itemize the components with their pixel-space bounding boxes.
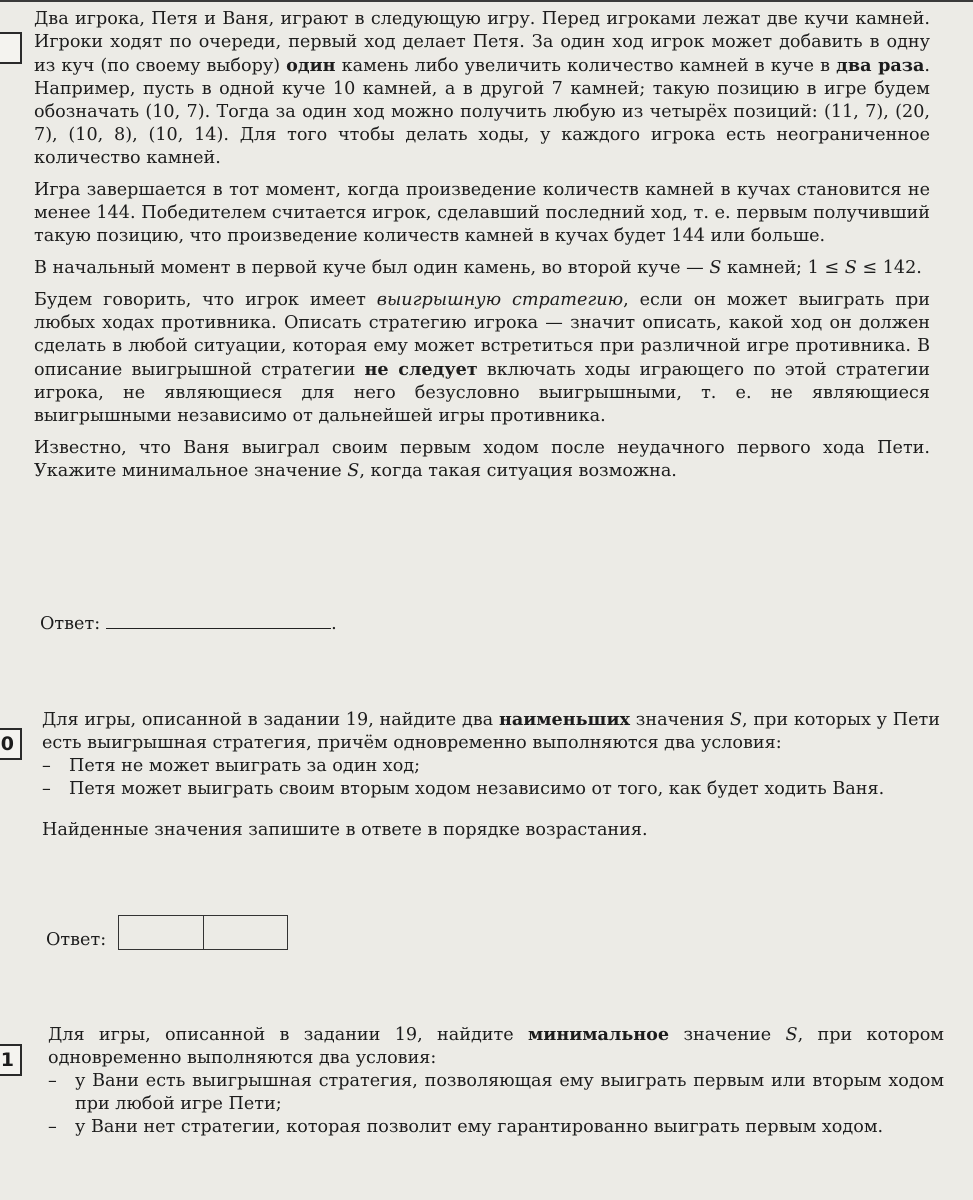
text-run: Два игрока, Петя и Ваня, играют в следующую игру. Перед игроками лежат две кучи камней. Игроки ходят по очереди, первый ход делает Петя. За один ход игрок может добавить в одну из куч (по своему выбору) — [34, 9, 930, 76]
condition-item: – у Вани нет стратегии, которая позволит ему гарантированно выиграть первым ходом. — [48, 1116, 944, 1139]
bold-text: наименьших — [498, 709, 631, 730]
answer-label: Ответ: — [40, 614, 101, 634]
bold-text: один — [286, 55, 336, 76]
task-19-body — [34, 8, 930, 483]
text-run: . Например, пусть в одной куче 10 камней, а в другой 7 камней; такую позицию в игре будем обозначать (10, 7). Тогда за один ход можно получить любую из четырёх позиций: (11, 7), (20, 7), (10, 8), (10, 14). Для того чтобы делать ходы, у каждого игрока есть неограниченное количество камней. — [34, 56, 930, 168]
text-run: камней; 1 ≤ — [721, 258, 845, 278]
condition-list — [48, 1070, 944, 1139]
task-paragraph — [34, 179, 930, 248]
task-intro — [42, 708, 940, 755]
text-run: , когда такая ситуация возможна. — [359, 461, 677, 481]
task-paragraph — [34, 8, 930, 170]
text-run: Будем говорить, что игрок имеет — [34, 290, 377, 310]
task-number-box: 1 — [0, 1044, 22, 1076]
text-run: ≤ 142. — [856, 258, 922, 278]
top-rule — [0, 0, 973, 2]
text-run: , при которых у Пети есть выигрышная стратегия, причём одновременно выполняются два условия: — [42, 710, 940, 753]
task-paragraph — [34, 437, 930, 483]
condition-item: – у Вани есть выигрышная стратегия, позволяющая ему выиграть первым или вторым ходом при любой игре Пети; — [48, 1070, 944, 1116]
answer-cell[interactable] — [119, 916, 203, 949]
task-number-box: 0 — [0, 728, 22, 760]
bold-text: не следует — [364, 359, 478, 380]
condition-item: – Петя не может выиграть за один ход; — [42, 755, 940, 778]
text-run: включать ходы играющего по этой стратегии игрока, не являющиеся для него безусловно выигрышными, т. е. не являющиеся выигрышными независимо от дальнейшей игры противника. — [34, 360, 930, 426]
answer-suffix: . — [331, 614, 337, 634]
text-run: Известно, что Ваня выиграл своим первым ходом после неудачного первого хода Пети. Укажите минимальное значение — [34, 438, 930, 481]
text-run: значение — [669, 1025, 786, 1045]
text-run: В начальный момент в первой куче был один камень, во второй куче — — [34, 258, 710, 278]
task-note: Найденные значения запишите в ответе в порядке возрастания. — [42, 820, 648, 840]
answer-row — [40, 612, 337, 636]
italic-text: S — [785, 1025, 798, 1045]
task-paragraph — [34, 257, 930, 280]
condition-item: – Петя может выиграть своим вторым ходом независимо от того, как будет ходить Ваня. — [42, 778, 940, 801]
text-run: значения — [630, 710, 730, 730]
text-run: , при котором одновременно выполняются два условия: — [48, 1025, 944, 1068]
answer-cell[interactable] — [203, 916, 287, 949]
italic-text: выигрышную стратегию — [376, 290, 624, 310]
italic-text: S — [709, 258, 722, 278]
text-run: Для игры, описанной в задании 19, найдите два — [42, 710, 499, 730]
text-run: , если он может выиграть при любых ходах противника. Описать стратегию игрока — значит описать, какой ход он должен сделать в любой ситуации, которая ему может встретиться при различной игре противника. В описание выигрышной стратегии — [34, 290, 931, 380]
italic-text: S — [844, 258, 857, 278]
italic-text: S — [347, 461, 360, 481]
task-21-body — [48, 1023, 944, 1139]
bold-text: два раза — [836, 55, 925, 76]
answer-cells — [118, 915, 288, 950]
condition-list — [42, 755, 940, 801]
text-run: Для игры, описанной в задании 19, найдите — [48, 1025, 529, 1045]
text-run: камень либо увеличить количество камней в куче в — [335, 56, 837, 76]
task-intro — [48, 1023, 944, 1070]
text-run: Игра завершается в тот момент, когда произведение количеств камней в кучах становится не менее 144. Победителем считается игрок, сделавший последний ход, т. е. первым получивший такую позицию, что произведение количеств камней в кучах будет 144 или больше. — [34, 180, 930, 246]
italic-text: S — [729, 710, 742, 730]
answer-line[interactable] — [106, 612, 331, 629]
bold-text: минимальное — [528, 1024, 670, 1045]
task-paragraph — [34, 289, 930, 428]
task-number-box — [0, 32, 22, 64]
answer-label: Ответ: — [46, 930, 107, 950]
task-20-body — [42, 708, 940, 842]
